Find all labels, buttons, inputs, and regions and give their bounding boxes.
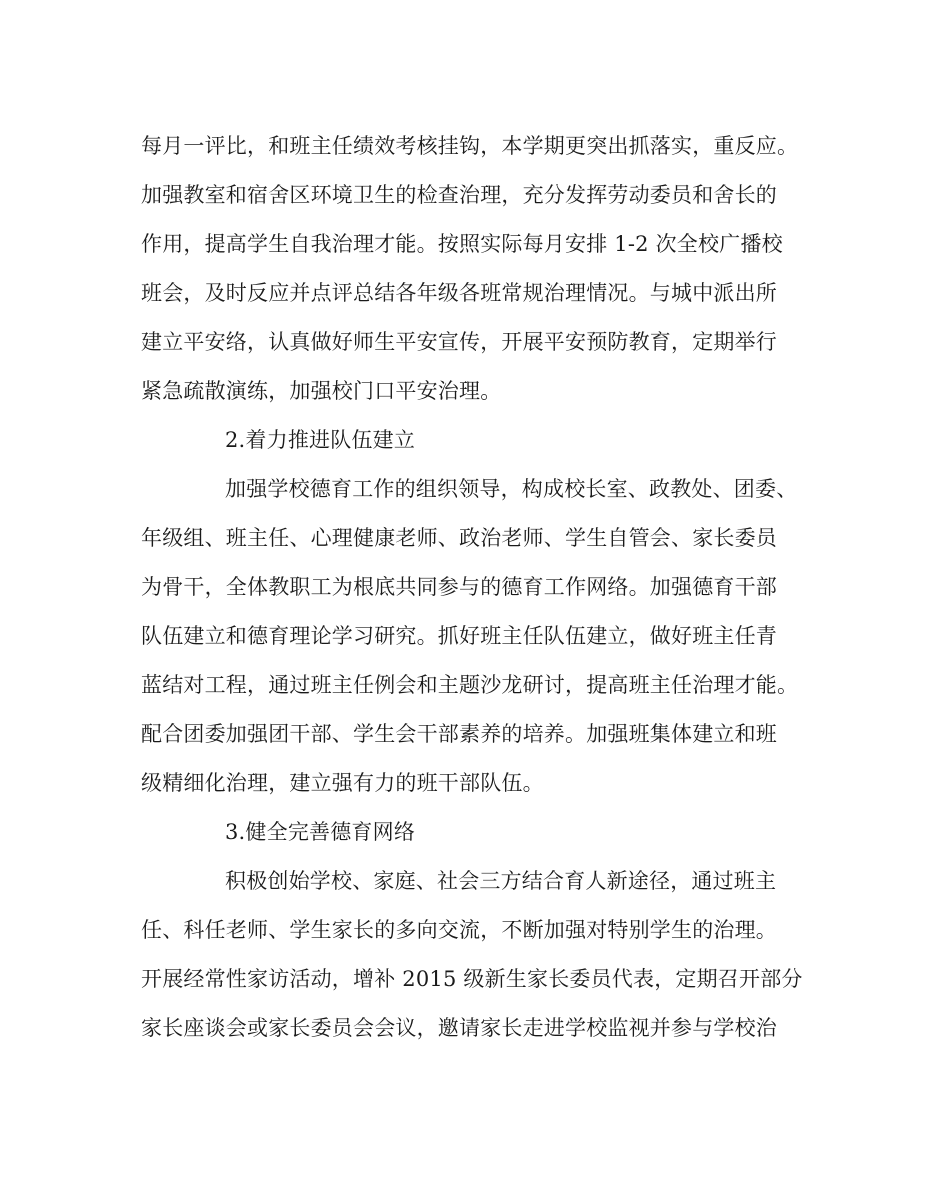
text-line: 开展经常性家访活动，增补 2015 级新生家长委员代表，定期召开部分 [141,967,803,991]
text-line: 队伍建立和德育理论学习研究。抓好班主任队伍建立，做好班主任青 [141,624,777,648]
text-line: 为骨干，全体教职工为根底共同参与的德育工作网络。加强德育干部 [141,575,777,599]
text-line: 班会，及时反应并点评总结各年级各班常规治理情况。与城中派出所 [141,281,777,305]
text-line: 任、科任老师、学生家长的多向交流，不断加强对特别学生的治理。 [141,918,777,942]
text-line: 年级组、班主任、心理健康老师、政治老师、学生自管会、家长委员 [141,526,777,550]
text-line: 紧急疏散演练，加强校门口平安治理。 [141,379,502,403]
text-line: 加强学校德育工作的组织领导，构成校长室、政教处、团委、 [225,477,798,501]
text-line: 配合团委加强团干部、学生会干部素养的培养。加强班集体建立和班 [141,722,777,746]
text-line: 积极创始学校、家庭、社会三方结合育人新途径，通过班主 [225,869,777,893]
text-line: 建立平安络，认真做好师生平安宣传，开展平安预防教育，定期举行 [141,330,777,354]
text-line: 每月一评比，和班主任绩效考核挂钩，本学期更突出抓落实，重反应。 [141,134,799,158]
text-line: 级精细化治理，建立强有力的班干部队伍。 [141,771,544,795]
text-line: 蓝结对工程，通过班主任例会和主题沙龙研讨，提高班主任治理才能。 [141,673,799,697]
section-heading: 3.健全完善德育网络 [225,820,416,844]
text-line: 加强教室和宿舍区环境卫生的检查治理，充分发挥劳动委员和舍长的 [141,183,777,207]
text-line: 作用，提高学生自我治理才能。按照实际每月安排 1-2 次全校广播校 [141,232,783,256]
section-heading: 2.着力推进队伍建立 [225,428,416,452]
text-line: 家长座谈会或家长委员会会议，邀请家长走进学校监视并参与学校治 [141,1016,777,1040]
